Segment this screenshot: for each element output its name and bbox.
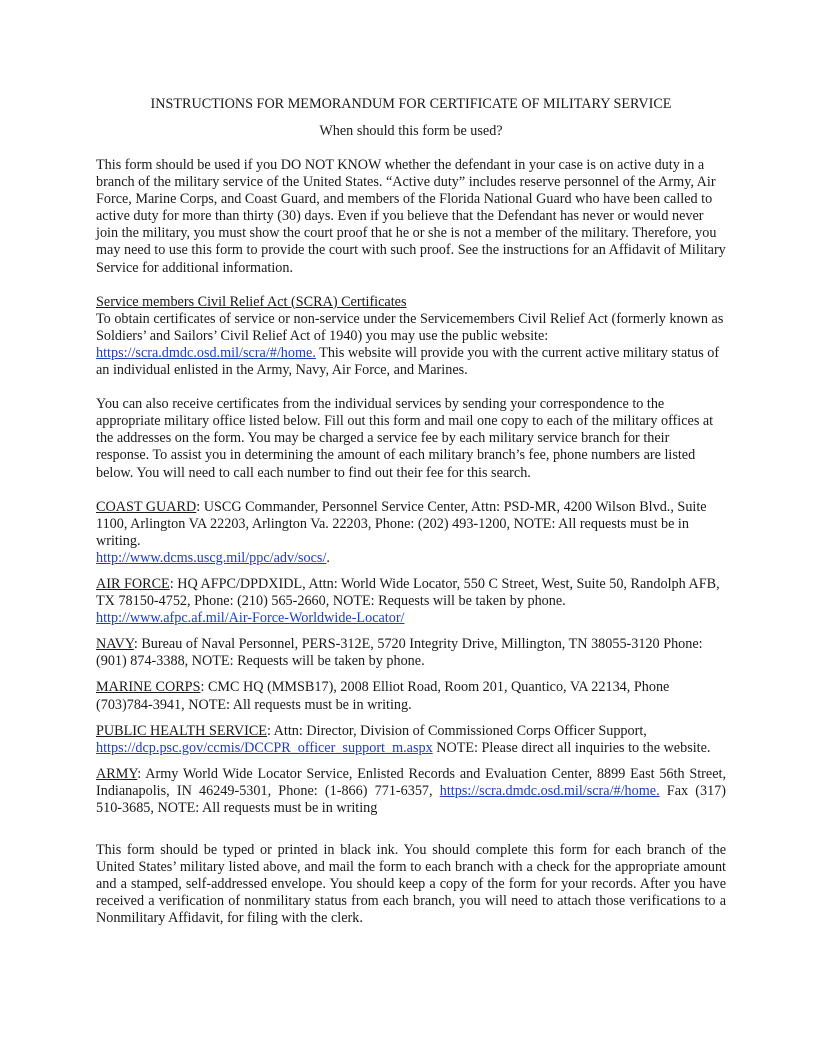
branch-label: ARMY (96, 765, 138, 782)
scra-heading: Service members Civil Relief Act (SCRA) Certificates (96, 293, 407, 310)
branch-coast-guard (96, 499, 726, 567)
services-paragraph: You can also receive certificates from the individual services by sending your correspondence to the appropriate military office listed below. Fill out this form and mail one copy to each of the military offices at the addresses on the form. You may be charged a service fee by each military service branch for their response. To assist you in determining the amount of each military branch’s fee, phone numbers are listed below. You will need to call each number to find out their fee for this search. (96, 396, 714, 481)
section-question: When should this form be used? (319, 123, 503, 139)
branch-label: MARINE CORPS (96, 679, 201, 696)
branch-label: COAST GUARD (96, 498, 197, 515)
branch-air-force (96, 576, 726, 627)
air-force-link[interactable]: http://www.afpc.af.mil/Air-Force-Worldwide-Locator/ (96, 610, 405, 627)
scra-text-after-link: This website will provide you with the current active military status of an individual enlisted in the Army, Navy, Air Force, and Marines. (96, 344, 720, 379)
branch-details: : Army World Wide Locator Service, Enlisted Records and Evaluation Center, 8899 East 56th Street, Indianapolis, IN 46249-5301, Phone: (1-866) 771-6357, (96, 765, 726, 799)
branch-details: : CMC HQ (MMSB17), 2008 Elliot Road, Room 201, Quantico, VA 22134, Phone (703)784-3941, NOTE: All requests must be in writing. (96, 679, 670, 713)
closing-paragraph: This form should be typed or printed in black ink. You should complete this form for each branch of the United States’ military listed above, and mail the form to each branch with a check for the appropriate amount and a stamped, self-addressed envelope. You should keep a copy of the form for your records. After you have received a verification of nonmilitary status from each branch, you will need to attach those verifications to a Nonmilitary Affidavit, for filing with the clerk. (96, 842, 726, 927)
branch-public-health (96, 723, 726, 757)
scra-website-link[interactable]: https://scra.dmdc.osd.mil/scra/#/home. (96, 344, 316, 361)
branch-details: : Attn: Director, Division of Commissioned Corps Officer Support, (266, 722, 647, 739)
branch-note: NOTE: Please direct all inquiries to the website. (432, 739, 711, 756)
branch-label: NAVY (96, 636, 134, 653)
scra-section (96, 294, 726, 379)
branch-details: : USCG Commander, Personnel Service Center, Attn: PSD-MR, 4200 Wilson Blvd., Suite 1100, Arlington VA 22203, Arlington Va. 22203, Phone: (202) 493-1200, NOTE: All requests must be in writing. (96, 498, 707, 549)
branch-marine-corps (96, 679, 726, 713)
branch-army (96, 766, 726, 817)
scra-text-before-link: To obtain certificates of service or non-service under the Servicemembers Civil Relief Act (formerly known as Soldiers’ and Sailors’ Civil Relief Act of 1940) you may use the public website: (96, 310, 724, 344)
intro-paragraph: This form should be used if you DO NOT KNOW whether the defendant in your case is on active duty in a branch of the military service of the United States. “Active duty” includes reserve personnel of the Army, Air Force, Marine Corps, and Coast Guard, and members of the Florida National Guard who have been called to active duty for more than thirty (30) days. Even if you believe that the Defendant has never or would never join the military, you must show the court proof that he or she is not a member of the military. Therefore, you may need to use this form to provide the court with such proof. See the instructions for an Affidavit of Military Service for additional information. (96, 157, 726, 276)
branch-navy (96, 636, 726, 670)
branch-note: Fax (317) 510-3685, NOTE: All requests must be in writing (96, 782, 726, 816)
branch-details: : HQ AFPC/DPDXIDL, Attn: World Wide Locator, 550 C Street, West, Suite 50, Randolph AFB, TX 78150-4752, Phone: (210) 565-2660, NOTE: Requests will be taken by phone. (96, 575, 720, 610)
document-page (96, 96, 726, 928)
coast-guard-link[interactable]: http://www.dcms.uscg.mil/ppc/adv/socs/ (96, 549, 327, 566)
army-link[interactable]: https://scra.dmdc.osd.mil/scra/#/home. (439, 782, 660, 799)
branch-label: PUBLIC HEALTH SERVICE (96, 722, 267, 739)
scra-paragraph (96, 311, 726, 379)
public-health-link[interactable]: https://dcp.psc.gov/ccmis/DCCPR_officer_support_m.aspx (96, 739, 433, 756)
document-title: INSTRUCTIONS FOR MEMORANDUM FOR CERTIFICATE OF MILITARY SERVICE (150, 96, 672, 112)
branch-details: : Bureau of Naval Personnel, PERS-312E, 5720 Integrity Drive, Millington, TN 38055-3120 Phone: (901) 874-3388, NOTE: Requests will be taken by phone. (96, 636, 703, 670)
branch-label: AIR FORCE (96, 575, 170, 592)
link-suffix: . (326, 549, 330, 566)
